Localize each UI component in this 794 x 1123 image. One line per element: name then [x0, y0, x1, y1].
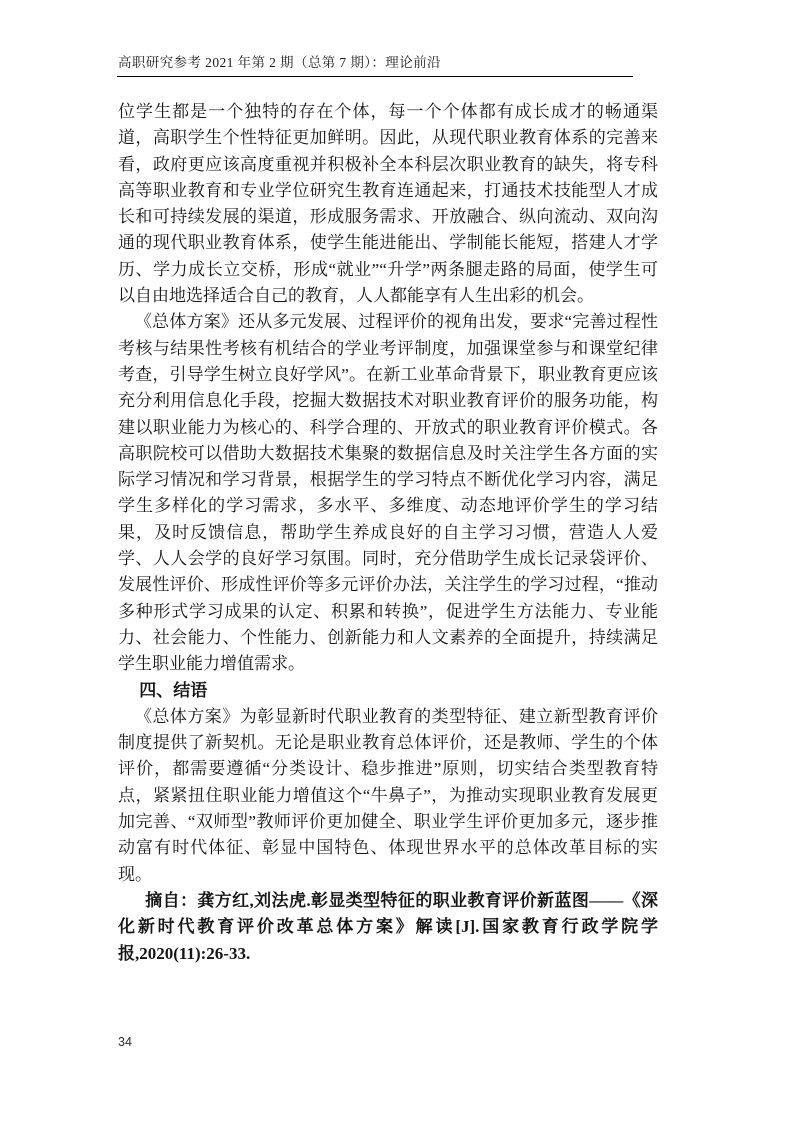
page-number: 34 — [118, 1035, 132, 1049]
article-body — [118, 99, 658, 967]
running-header: 高职研究参考 2021 年第 2 期（总第 7 期）：理论前沿 — [118, 55, 441, 70]
body-paragraph: 《总体方案》为彰显新时代职业教育的类型特征、建立新型教育评价制度提供了新契机。无论是职业教育总体评价，还是教师、学生的个体评价，都需要遵循“分类设计、稳步推进”原则，切实结合类型教育特点，紧紧扭住职业能力增值这个“牛鼻子”，为推动实现职业教育发展更加完善、“双师型”教师评价更加健全、职业学生评价更加多元，逐步推动富有时代体征、彰显中国特色、体现世界水平的总体改革目标的实现。 — [118, 706, 658, 884]
source-citation: 摘自：龚方红,刘法虎.彰显类型特征的职业教育评价新蓝图——《深化新时代教育评价改革总体方案》解读[J].国家教育行政学院学报,2020(11):26-33. — [118, 890, 658, 963]
section-heading-conclusion: 四、结语 — [139, 680, 208, 700]
body-paragraph: 《总体方案》还从多元发展、过程评价的视角出发，要求“完善过程性考核与结果性考核有机结合的学业考评制度，加强课堂参与和课堂纪律考查，引导学生树立良好学风”。在新工业革命背景下，职业教育更应该充分利用信息化手段，挖掘大数据技术对职业教育评价的服务功能，构建以职业能力为核心的、科学合理的、开放式的职业教育评价模式。各高职院校可以借助大数据技术集聚的数据信息及时关注学生各方面的实际学习情况和学习背景，根据学生的学习特点不断优化学习内容，满足学生多样化的学习需求，多水平、多维度、动态地评价学生的学习结果，及时反馈信息，帮助学生养成良好的自主学习习惯，营造人人爱学、人人会学的良好学习氛围。同时，充分借助学生成长记录袋评价、发展性评价、形成性评价等多元评价办法，关注学生的学习过程，“推动多种形式学习成果的认定、积累和转换”，促进学生方法能力、专业能力、社会能力、个性能力、创新能力和人文素养的全面提升，持续满足学生职业能力增值需求。 — [118, 312, 658, 674]
body-paragraph-continued: 位学生都是一个独特的存在个体，每一个个体都有成长成才的畅通渠道，高职学生个性特征更加鲜明。因此，从现代职业教育体系的完善来看，政府更应该高度重视并积极补全本科层次职业教育的缺失，将专科高等职业教育和专业学位研究生教育连通起来，打通技术技能型人才成长和可持续发展的渠道，形成服务需求、开放融合、纵向流动、双向沟通的现代职业教育体系，使学生能进能出、学制能长能短，搭建人才学历、学力成长立交桥，形成“就业”“升学”两条腿走路的局面，使学生可以自由地选择适合自己的教育，人人都能享有人生出彩的机会。 — [118, 102, 658, 306]
header-divider-rule — [117, 76, 633, 77]
